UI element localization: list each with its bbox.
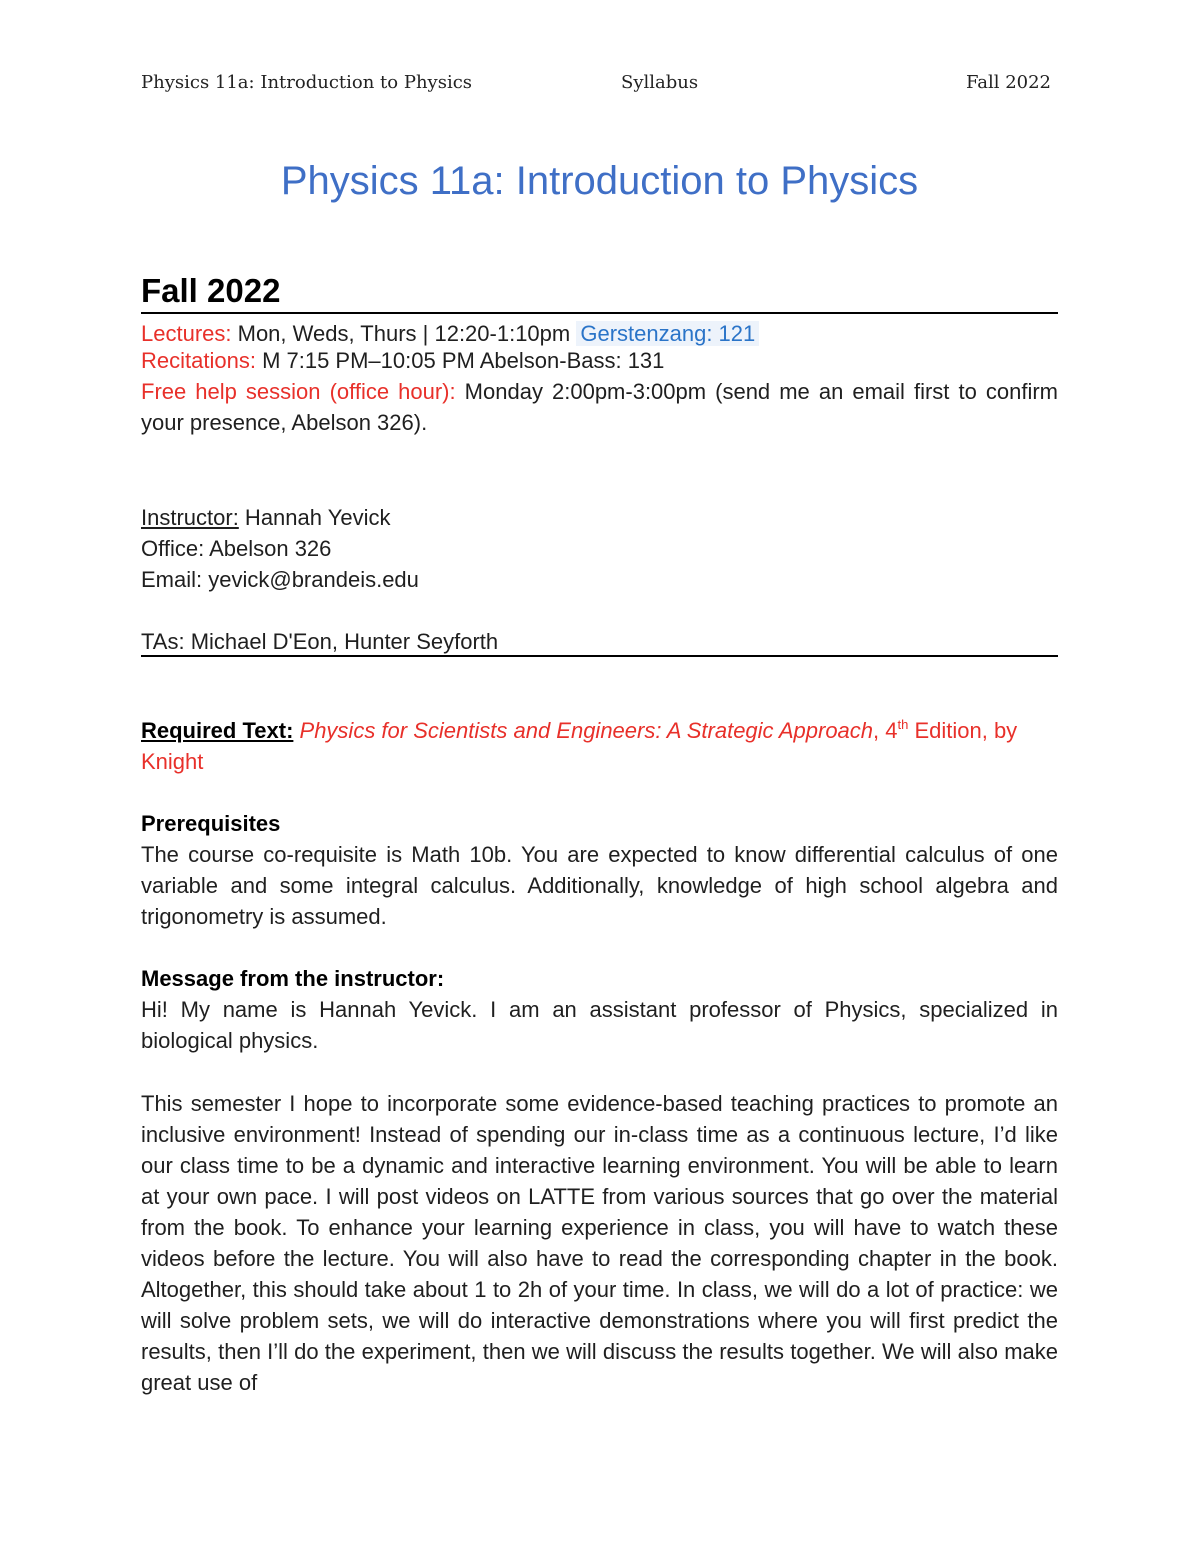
lectures-location-chip[interactable]: Gerstenzang: 121 xyxy=(576,321,759,346)
message-section xyxy=(141,963,1058,1056)
page-title: Physics 11a: Introduction to Physics xyxy=(280,159,919,203)
section-divider-top xyxy=(141,312,1058,314)
header-term: Fall 2022 xyxy=(965,72,1051,93)
message-body: Hi! My name is Hannah Yevick. I am an assistant professor of Physics, specialized in biological physics. xyxy=(141,997,1058,1053)
required-edition-prefix: , 4 xyxy=(873,718,898,743)
header-document-type: Syllabus xyxy=(621,72,699,93)
required-text-label: Required Text: xyxy=(141,718,294,743)
teaching-approach-paragraph: This semester I hope to incorporate some evidence-based teaching practices to promote an inclusive environment! Instead of spending our in-class time as a continuous lecture, I’d like our class time to be a dynamic and interactive learning environment. You will be able to learn at your own pace. I will post videos on LATTE from various sources that go over the material from the book. To enhance your learning experience in class, you will have to watch these videos before the lecture. You will also have to read the corresponding chapter in the book. Altogether, this should take about 1 to 2h of your time. In class, we will do a lot of practice: we will solve problem sets, we will do interactive demonstrations where you will first predict the results, then I’ll do the experiment, then we will discuss the results together. We will also make great use of xyxy=(141,1091,1058,1395)
help-session-line xyxy=(141,376,1058,438)
lectures-value: Mon, Weds, Thurs | 12:20-1:10pm xyxy=(231,321,577,346)
required-text xyxy=(141,715,1058,777)
instructor-line xyxy=(141,502,1058,533)
prerequisites-body: The course co-requisite is Math 10b. You are expected to know differential calculus of one variable and some integral calculus. Additionally, knowledge of high school algebra and trigonometry is assumed. xyxy=(141,842,1058,929)
instructor-label: Instructor: xyxy=(141,505,239,530)
help-session-value: Monday 2:00pm-3:00pm (send me an email first to confirm your presence, Abelson 326). xyxy=(141,379,1058,435)
office-line: Office: Abelson 326 xyxy=(141,536,332,561)
lectures-line xyxy=(141,320,1058,347)
running-header xyxy=(141,72,1051,98)
section-divider-bottom xyxy=(141,655,1058,657)
required-edition-sup: th xyxy=(897,717,909,732)
help-session-label: Free help session (office hour): xyxy=(141,379,456,404)
recitations-value: M 7:15 PM–10:05 PM Abelson-Bass: 131 xyxy=(255,348,665,373)
prerequisites-heading: Prerequisites xyxy=(141,811,281,836)
schedule-section xyxy=(141,320,1058,438)
prerequisites-section xyxy=(141,808,1058,932)
header-course-name: Physics 11a: Introduction to Physics xyxy=(141,72,473,93)
tas-line: TAs: Michael D'Eon, Hunter Seyforth xyxy=(141,629,499,654)
lectures-label: Lectures: xyxy=(141,321,232,346)
required-book-title: Physics for Scientists and Engineers: A Strategic Approach xyxy=(299,718,874,743)
contact-section xyxy=(141,502,1058,657)
required-edition-suffix: Edition, by Knight xyxy=(141,718,1018,774)
term-heading: Fall 2022 xyxy=(141,272,281,309)
instructor-name: Hannah Yevick xyxy=(238,505,391,530)
syllabus-page xyxy=(141,0,1058,1553)
email-line: Email: yevick@brandeis.edu xyxy=(141,567,419,592)
message-heading: Message from the instructor: xyxy=(141,966,445,991)
recitations-line xyxy=(141,347,1058,374)
recitations-label: Recitations: xyxy=(141,348,256,373)
